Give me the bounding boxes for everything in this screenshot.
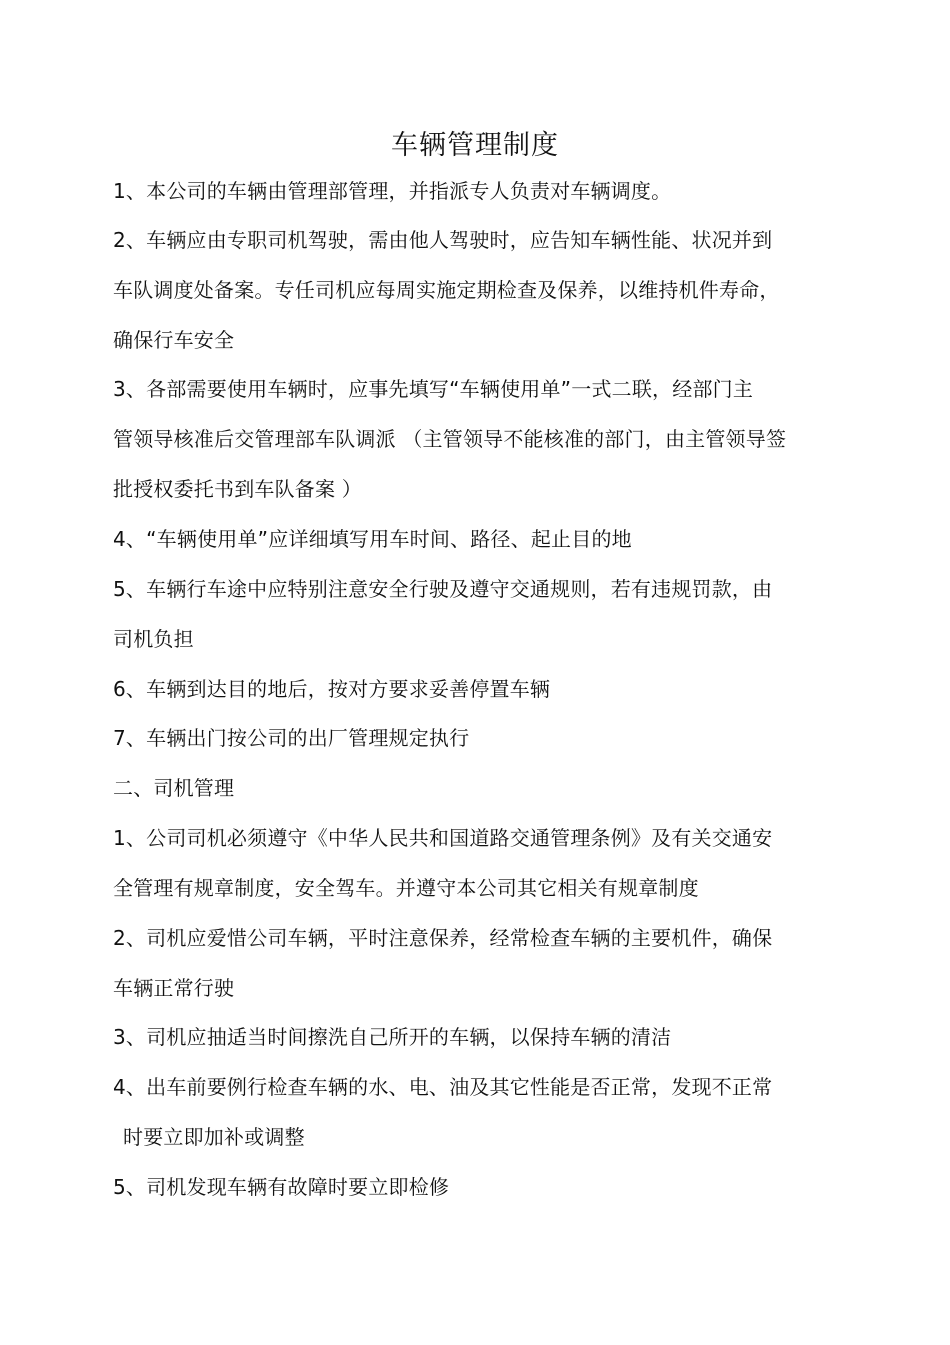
text-line: 全管理有规章制度，安全驾车。并遵守本公司其它相关有规章制度 <box>113 876 699 900</box>
text-line: 5、司机发现车辆有故障时要立即检修 <box>113 1175 450 1199</box>
text-line: 2、司机应爱惜公司车辆，平时注意保养，经常检查车辆的主要机件，确保 <box>113 926 773 950</box>
text-line: 5、车辆行车途中应特别注意安全行驶及遵守交通规则，若有违规罚款，由 <box>113 577 773 601</box>
text-line: 车队调度处备案。专任司机应每周实施定期检查及保养，以维持机件寿命， <box>113 278 780 302</box>
section-heading: 二、司机管理 <box>113 776 235 800</box>
text-line: 7、车辆出门按公司的出厂管理规定执行 <box>113 726 470 750</box>
text-line: 1、公司司机必须遵守《中华人民共和国道路交通管理条例》及有关交通安 <box>113 826 773 850</box>
text-line: 2、车辆应由专职司机驾驶，需由他人驾驶时，应告知车辆性能、状况并到 <box>113 228 773 252</box>
text-line: 批授权委托书到车队备案 ） <box>113 477 362 501</box>
text-line: 4、出车前要例行检查车辆的水、电、油及其它性能是否正常，发现不正常 <box>113 1075 773 1099</box>
text-line: 管领导核准后交管理部车队调派 （主管领导不能核准的部门，由主管领导签 <box>113 427 787 451</box>
text-line: 确保行车安全 <box>113 328 235 352</box>
text-line: 1、本公司的车辆由管理部管理，并指派专人负责对车辆调度。 <box>113 179 672 203</box>
text-line: 车辆正常行驶 <box>113 976 235 1000</box>
text-line: 6、车辆到达目的地后，按对方要求妥善停置车辆 <box>113 677 551 701</box>
text-line: 司机负担 <box>113 627 194 651</box>
text-line: 4、“车辆使用单”应详细填写用车时间、路径、起止目的地 <box>113 527 632 551</box>
document-title: 车辆管理制度 <box>391 130 559 161</box>
text-line: 3、司机应抽适当时间擦洗自己所开的车辆，以保持车辆的清洁 <box>113 1025 672 1049</box>
text-line: 3、各部需要使用车辆时，应事先填写“车辆使用单”一式二联，经部门主 <box>113 377 754 401</box>
text-line: 时要立即加补或调整 <box>123 1125 305 1149</box>
